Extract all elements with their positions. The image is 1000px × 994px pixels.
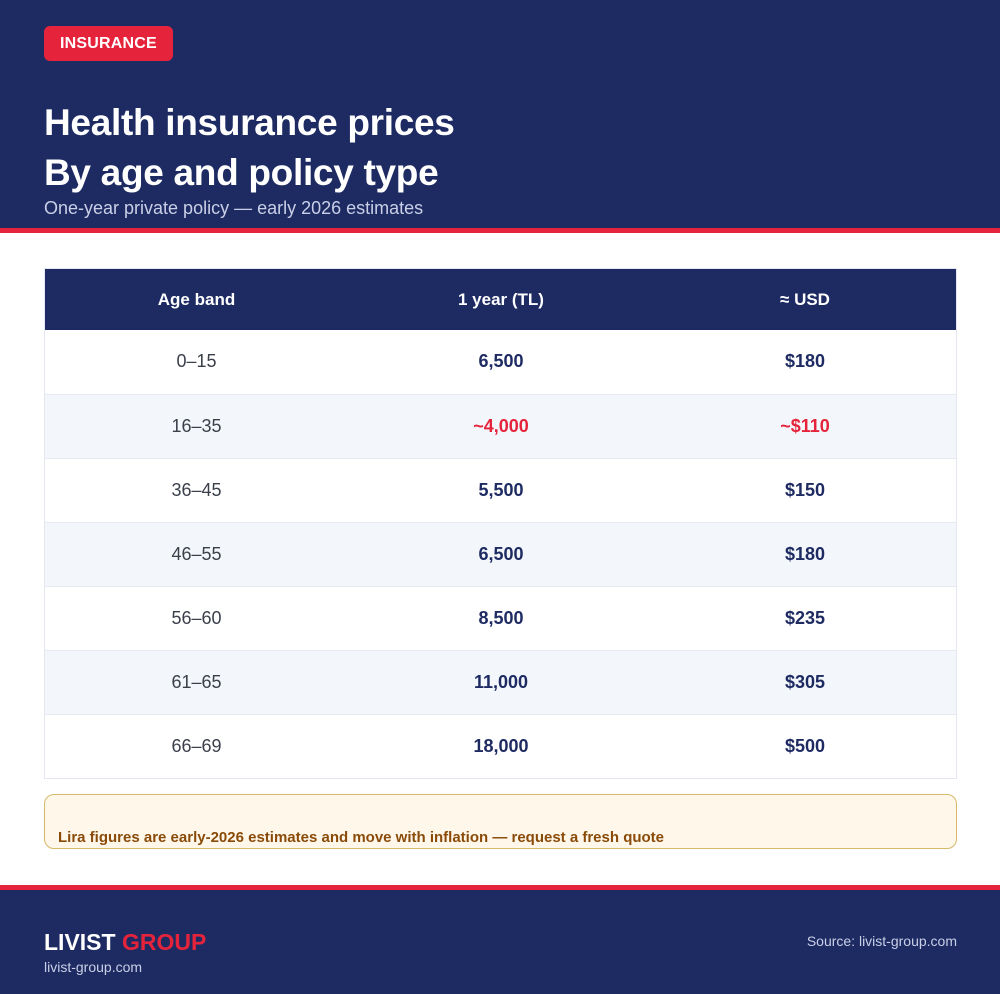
table-row bbox=[45, 394, 956, 458]
table-row bbox=[45, 522, 956, 586]
table-row bbox=[45, 458, 956, 522]
age-cell: 66–69 bbox=[171, 736, 222, 756]
column-header-age-band: Age band bbox=[157, 290, 236, 309]
header-divider bbox=[0, 228, 1000, 233]
age-cell: 16–35 bbox=[171, 416, 222, 436]
tl-cell: 5,500 bbox=[478, 480, 524, 500]
table-row bbox=[45, 714, 956, 778]
column-header-usd: ≈ USD bbox=[780, 290, 830, 309]
table-row bbox=[45, 586, 956, 650]
table-row bbox=[45, 650, 956, 714]
age-cell: 0–15 bbox=[176, 351, 217, 371]
brand-name-main: LIVIST bbox=[44, 929, 116, 955]
age-cell: 56–60 bbox=[171, 608, 222, 628]
tl-cell: 8,500 bbox=[478, 608, 524, 628]
category-badge: INSURANCE bbox=[44, 26, 173, 61]
price-table bbox=[44, 268, 957, 779]
age-cell: 36–45 bbox=[171, 480, 222, 500]
title-line-1: Health insurance prices bbox=[44, 102, 455, 143]
tl-cell: 6,500 bbox=[478, 544, 524, 564]
usd-cell: $180 bbox=[784, 544, 826, 564]
usd-cell-highlight: ~$110 bbox=[780, 416, 830, 436]
tl-cell: 18,000 bbox=[473, 736, 529, 756]
tl-cell: 11,000 bbox=[473, 672, 529, 692]
header-banner bbox=[0, 0, 1000, 228]
table-header bbox=[45, 269, 956, 330]
column-header-tl: 1 year (TL) bbox=[458, 290, 544, 309]
usd-cell: $235 bbox=[784, 608, 826, 628]
usd-cell: $180 bbox=[784, 351, 826, 371]
brand-website: livist-group.com bbox=[44, 959, 143, 975]
brand-logo bbox=[44, 928, 206, 956]
page-subtitle: One-year private policy — early 2026 estimates bbox=[44, 198, 424, 218]
source-credit: Source: livist-group.com bbox=[806, 933, 957, 949]
usd-cell: $150 bbox=[784, 480, 826, 500]
usd-cell: $305 bbox=[784, 672, 826, 692]
page-title bbox=[44, 98, 455, 198]
inflation-note-box bbox=[44, 794, 957, 849]
inflation-note-text: Lira figures are early-2026 estimates and move with inflation — request a fresh quote bbox=[58, 829, 665, 846]
brand-name-accent: GROUP bbox=[121, 929, 207, 955]
tl-cell: 6,500 bbox=[478, 351, 524, 371]
usd-cell: $500 bbox=[784, 736, 826, 756]
age-cell: 46–55 bbox=[171, 544, 222, 564]
title-line-2: By age and policy type bbox=[44, 152, 439, 193]
age-cell: 61–65 bbox=[171, 672, 222, 692]
table-body bbox=[45, 330, 956, 778]
table-row bbox=[45, 330, 956, 394]
tl-cell-highlight: ~4,000 bbox=[473, 416, 529, 436]
footer bbox=[0, 890, 1000, 994]
